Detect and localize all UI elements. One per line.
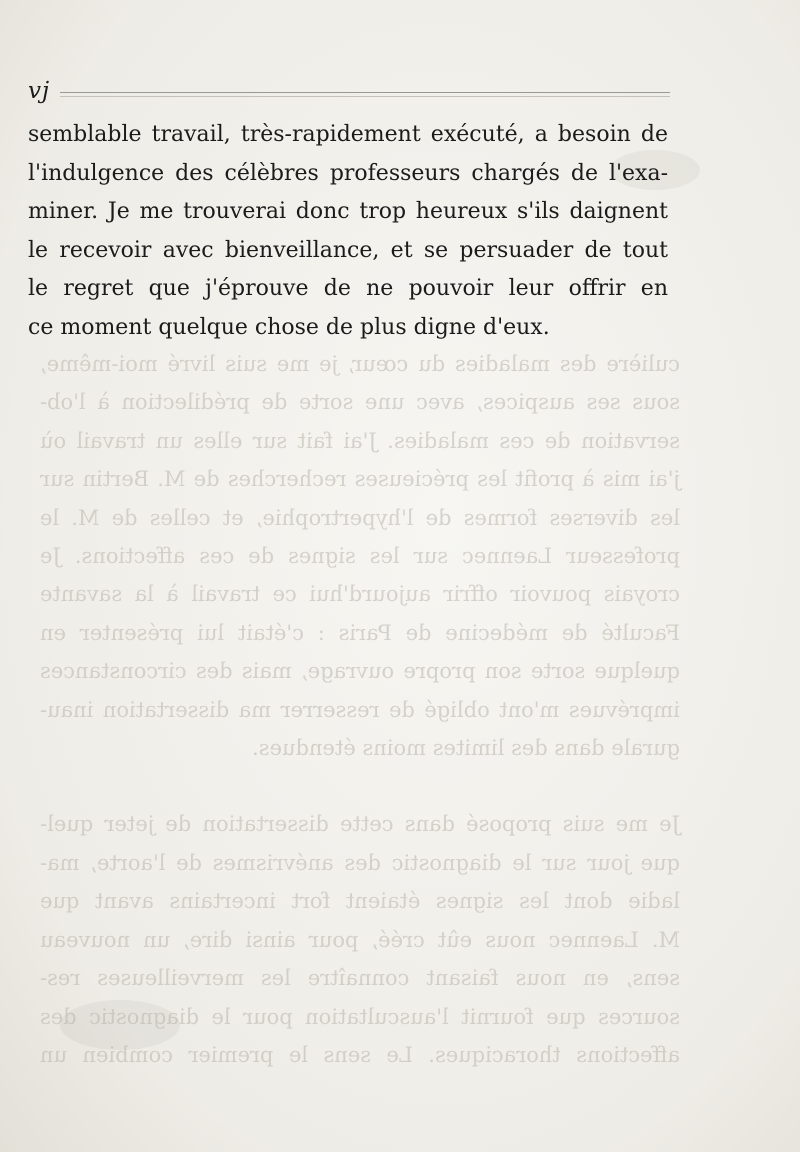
show-through-line: quelque sorte son propre ouvrage, mais des circonstances	[40, 659, 680, 684]
show-through-line: que jour sur le diagnostic des anévrismes de l'aorte, ma-	[40, 850, 680, 875]
show-through-line: culière des maladies du cœur, je me suis livré moi-même,	[40, 352, 680, 376]
header-rule	[60, 96, 670, 97]
page-number: vj	[28, 78, 51, 104]
show-through-line: sous ses auspices, avec une sorte de prédilection à l'ob-	[40, 390, 680, 415]
show-through-line: sens, en nous faisant connaître les merveilleuses res-	[40, 966, 680, 991]
show-through-line: Je me suis proposé dans cette dissertation de jeter quel-	[40, 812, 680, 837]
show-through-line: sources que fournit l'auscultation pour le diagnostic des	[40, 1004, 680, 1029]
show-through-line: M. Laennec nous eût créé, pour ainsi dire, un nouveau	[40, 927, 680, 952]
show-through-line: les diverses formes de l'hypertrophie, et celles de M. le	[40, 505, 680, 530]
show-through-line: affections thoraciques. Le sens le premier combien un	[40, 1042, 680, 1067]
text-line: le regret que j'éprouve de ne pouvoir leur offrir en	[28, 276, 668, 301]
show-through-text	[40, 345, 680, 1074]
show-through-line: servation de ces maladies. J'ai fait sur elles un travail où	[40, 428, 680, 453]
text-line: miner. Je me trouverai donc trop heureux s'ils daignent	[28, 199, 668, 224]
text-line: ce moment quelque chose de plus digne d'eux.	[28, 314, 550, 340]
text-line: l'indulgence des célèbres professeurs chargés de l'exa-	[28, 160, 668, 186]
page-header	[28, 78, 672, 106]
show-through-line: ladie dont les signes étaient fort incertains avant que	[40, 889, 680, 914]
show-through-line: gurale dans des limites moins étendues.	[252, 736, 680, 761]
show-through-line: croyais pouvoir offrir aujourd'hui ce travail à la savante	[40, 582, 680, 607]
header-rule	[60, 92, 670, 93]
text-line: semblable travail, très-rapidement exécuté, a besoin de	[28, 122, 668, 147]
body-text	[28, 116, 668, 347]
show-through-line: imprévues m'ont obligé de resserrer ma dissertation inau-	[40, 697, 680, 722]
text-line: le recevoir avec bienveillance, et se persuader de tout	[28, 237, 668, 263]
show-through-line: Faculté de médecine de Paris : c'était lui présenter en	[40, 620, 680, 645]
show-through-line: j'ai mis à profit les précieuses recherches de M. Bertin sur	[40, 467, 680, 492]
show-through-line: professeur Laennec sur les signes de ces affections. Je	[40, 544, 680, 569]
